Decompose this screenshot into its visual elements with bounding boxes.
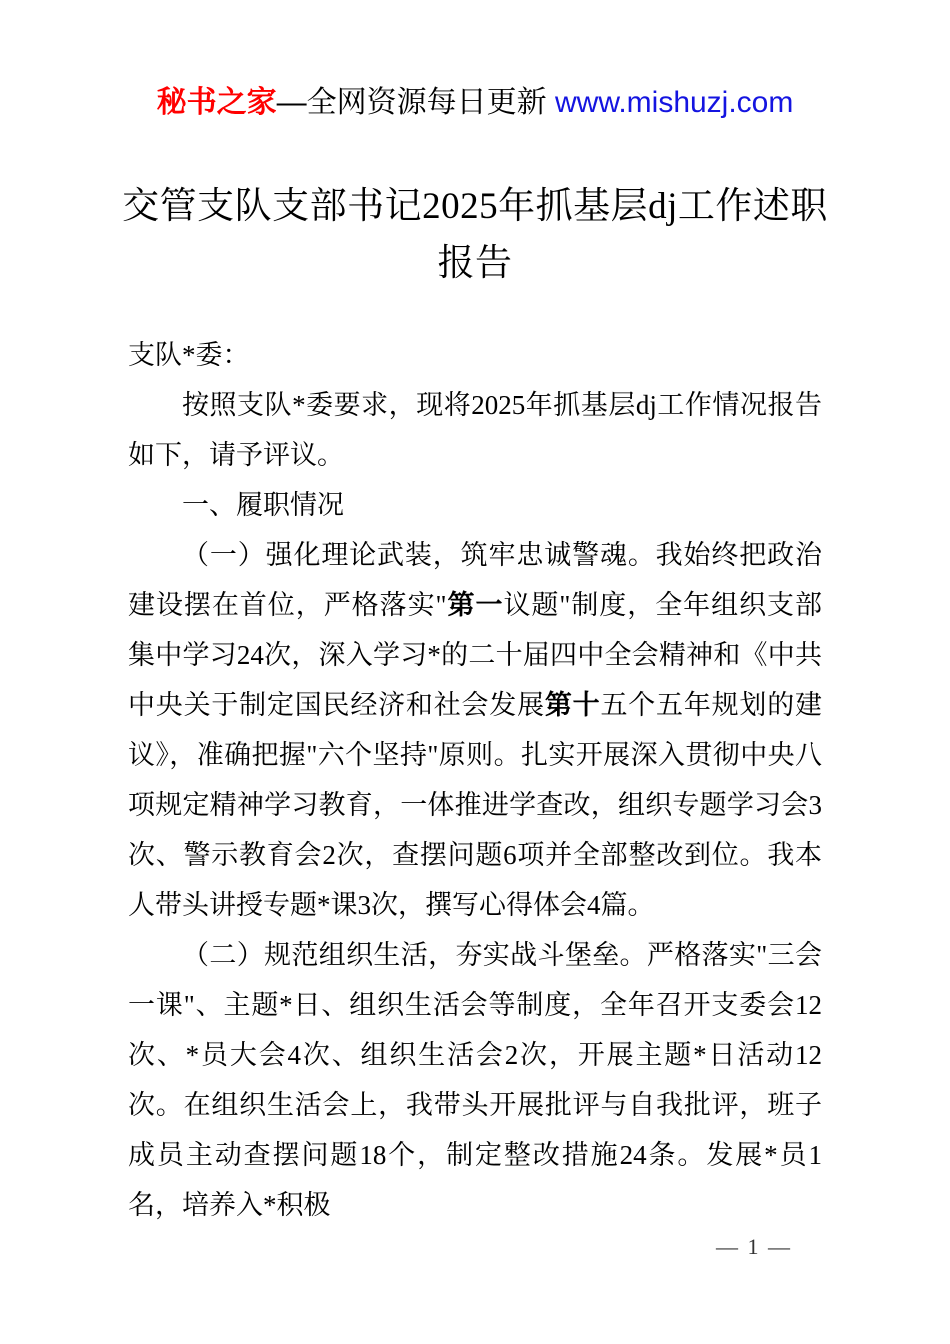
paragraph xyxy=(128,380,822,480)
bold-text-run: 第一 xyxy=(446,590,504,620)
document-body xyxy=(128,330,822,1230)
page-footer xyxy=(0,1232,792,1262)
page-number: — 1 — xyxy=(716,1234,792,1259)
paragraph xyxy=(128,330,822,380)
document-title: 交管支队支部书记2025年抓基层dj工作述职报告 xyxy=(122,186,828,284)
site-tagline: —全网资源每日更新 xyxy=(276,86,555,119)
text-run: 按照支队*委要求，现将2025年抓基层dj工作情况报告如下，请予评议。 xyxy=(128,390,822,470)
paragraph xyxy=(128,930,822,1230)
site-name: 秘书之家 xyxy=(156,86,277,119)
paragraph xyxy=(128,480,822,530)
text-run: 五个五年规划的建议》，准确把握"六个坚持"原则。扎实开展深入贯彻中央八项规定精神学习教育，一体推进学查改，组织专题学习会3次、警示教育会2次，查摆问题6项并全部整改到位。我本人带头讲授专题*课3次，撰写心得体会4篇。 xyxy=(128,690,823,920)
site-url-link[interactable]: www.mishuzj.com xyxy=(554,86,794,119)
text-run: 议题"制度，全年组织支部集中学习24次，深入学习*的二十届四中全会精神和《中共中央关于制定国民经济和社会发展 xyxy=(128,590,822,720)
text-run: （二）规范组织生活，夯实战斗堡垒。严格落实"三会一课"、主题*日、组织生活会等制度，全年召开支委会12次、*员大会4次、组织生活会2次，开展主题*日活动12次。在组织生活会上，我带头开展批评与自我批评，班子成员主动查摆问题18个，制定整改措施24条。发展*员1名，培养入*积极 xyxy=(128,940,822,1220)
text-run: （一）强化理论武装，筑牢忠诚警魂。我始终把政治建设摆在首位，严格落实" xyxy=(128,540,822,620)
site-header xyxy=(0,0,950,123)
text-run: 一、履职情况 xyxy=(182,490,344,520)
paragraph xyxy=(128,530,822,930)
bold-text-run: 第十 xyxy=(544,690,601,720)
text-run: 支队*委： xyxy=(128,340,250,370)
